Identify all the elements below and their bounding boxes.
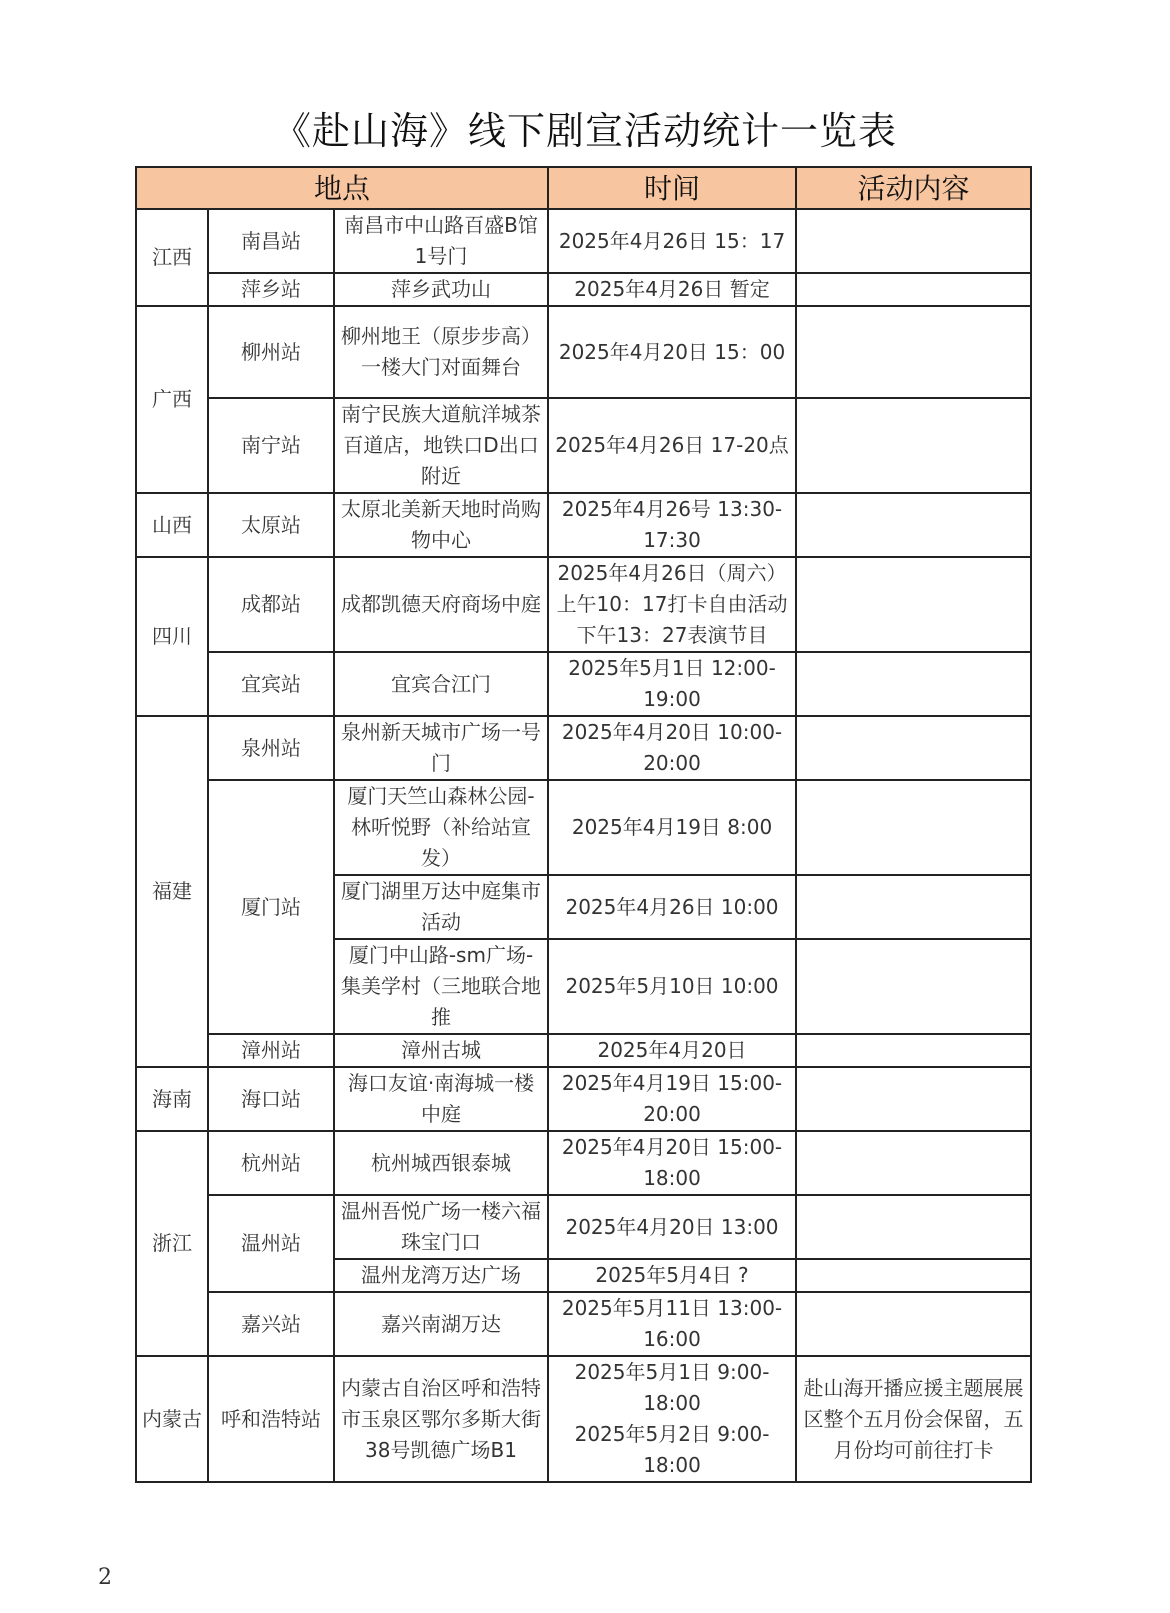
- time-cell: 2025年4月26日 17-20点: [548, 398, 796, 493]
- venue-cell: 南宁民族大道航洋城茶百道店，地铁口D出口附近: [334, 398, 548, 493]
- station-cell: 泉州站: [208, 716, 334, 780]
- venue-cell: 嘉兴南湖万达: [334, 1292, 548, 1356]
- province-cell: 四川: [136, 557, 208, 716]
- content-cell: [796, 557, 1031, 652]
- content-cell: [796, 875, 1031, 939]
- venue-cell: 漳州古城: [334, 1034, 548, 1067]
- table-row: [136, 1034, 1031, 1067]
- table-row: [136, 652, 1031, 716]
- venue-cell: 杭州城西银泰城: [334, 1131, 548, 1195]
- province-cell: 浙江: [136, 1131, 208, 1356]
- station-cell: 漳州站: [208, 1034, 334, 1067]
- table-row: [136, 780, 1031, 875]
- time-cell: 2025年4月26日 15：17: [548, 209, 796, 273]
- header-row: [136, 167, 1031, 209]
- station-cell: 南宁站: [208, 398, 334, 493]
- time-cell: 2025年4月19日 8:00: [548, 780, 796, 875]
- content-cell: [796, 939, 1031, 1034]
- venue-cell: 泉州新天城市广场一号门: [334, 716, 548, 780]
- content-cell: [796, 209, 1031, 273]
- time-cell: 2025年4月26日 暂定: [548, 273, 796, 306]
- content-cell: [796, 493, 1031, 557]
- time-cell: 2025年5月1日 9:00-18:00 2025年5月2日 9:00-18:00: [548, 1356, 796, 1482]
- header-content: 活动内容: [796, 167, 1031, 209]
- content-cell: [796, 652, 1031, 716]
- station-cell: 温州站: [208, 1195, 334, 1292]
- station-cell: 厦门站: [208, 780, 334, 1034]
- venue-cell: 内蒙古自治区呼和浩特市玉泉区鄂尔多斯大街38号凯德广场B1: [334, 1356, 548, 1482]
- table-row: [136, 1292, 1031, 1356]
- venue-cell: 萍乡武功山: [334, 273, 548, 306]
- venue-cell: 温州吾悦广场一楼六福珠宝门口: [334, 1195, 548, 1259]
- venue-cell: 厦门湖里万达中庭集市活动: [334, 875, 548, 939]
- station-cell: 宜宾站: [208, 652, 334, 716]
- header-time: 时间: [548, 167, 796, 209]
- content-cell: [796, 1259, 1031, 1292]
- page-number: 2: [98, 1565, 112, 1590]
- table-row: [136, 398, 1031, 493]
- time-cell: 2025年4月20日 15：00: [548, 306, 796, 398]
- time-cell: 2025年4月20日: [548, 1034, 796, 1067]
- table-row: [136, 1195, 1031, 1259]
- time-cell: 2025年5月4日 ?: [548, 1259, 796, 1292]
- table-row: [136, 306, 1031, 398]
- activity-table: [135, 166, 1032, 1483]
- station-cell: 南昌站: [208, 209, 334, 273]
- time-cell: 2025年4月19日 15:00-20:00: [548, 1067, 796, 1131]
- time-cell: 2025年4月20日 10:00-20:00: [548, 716, 796, 780]
- venue-cell: 太原北美新天地时尚购物中心: [334, 493, 548, 557]
- time-cell: 2025年4月26日（周六） 上午10：17打卡自由活动 下午13：27表演节目: [548, 557, 796, 652]
- header-location: 地点: [136, 167, 548, 209]
- province-cell: 广西: [136, 306, 208, 493]
- province-cell: 海南: [136, 1067, 208, 1131]
- table-row: [136, 1356, 1031, 1482]
- venue-cell: 厦门天竺山森林公园-林听悦野（补给站宣发）: [334, 780, 548, 875]
- time-cell: 2025年4月26日 10:00: [548, 875, 796, 939]
- station-cell: 萍乡站: [208, 273, 334, 306]
- station-cell: 嘉兴站: [208, 1292, 334, 1356]
- province-cell: 山西: [136, 493, 208, 557]
- province-cell: 内蒙古: [136, 1356, 208, 1482]
- venue-cell: 厦门中山路-sm广场-集美学村（三地联合地推: [334, 939, 548, 1034]
- content-cell: [796, 780, 1031, 875]
- table-row: [136, 273, 1031, 306]
- table-row: [136, 1067, 1031, 1131]
- venue-cell: 柳州地王（原步步高）一楼大门对面舞台: [334, 306, 548, 398]
- station-cell: 海口站: [208, 1067, 334, 1131]
- table-row: [136, 716, 1031, 780]
- station-cell: 呼和浩特站: [208, 1356, 334, 1482]
- venue-cell: 成都凯德天府商场中庭: [334, 557, 548, 652]
- content-cell: [796, 273, 1031, 306]
- time-cell: 2025年5月1日 12:00-19:00: [548, 652, 796, 716]
- province-cell: 江西: [136, 209, 208, 306]
- time-cell: 2025年4月20日 13:00: [548, 1195, 796, 1259]
- content-cell: [796, 398, 1031, 493]
- page-title: 《赴山海》线下剧宣活动统计一览表: [272, 109, 897, 153]
- time-cell: 2025年5月10日 10:00: [548, 939, 796, 1034]
- content-cell: [796, 306, 1031, 398]
- time-cell: 2025年4月20日 15:00-18:00: [548, 1131, 796, 1195]
- content-cell: [796, 1292, 1031, 1356]
- content-cell: [796, 1131, 1031, 1195]
- venue-cell: 宜宾合江门: [334, 652, 548, 716]
- content-cell: [796, 716, 1031, 780]
- content-cell: [796, 1034, 1031, 1067]
- time-cell: 2025年4月26号 13:30-17:30: [548, 493, 796, 557]
- table-row: [136, 1131, 1031, 1195]
- station-cell: 太原站: [208, 493, 334, 557]
- table-row: [136, 493, 1031, 557]
- station-cell: 杭州站: [208, 1131, 334, 1195]
- venue-cell: 温州龙湾万达广场: [334, 1259, 548, 1292]
- content-cell: 赴山海开播应援主题展展区整个五月份会保留，五月份均可前往打卡: [796, 1356, 1031, 1482]
- time-cell: 2025年5月11日 13:00-16:00: [548, 1292, 796, 1356]
- venue-cell: 南昌市中山路百盛B馆1号门: [334, 209, 548, 273]
- venue-cell: 海口友谊·南海城一楼中庭: [334, 1067, 548, 1131]
- station-cell: 成都站: [208, 557, 334, 652]
- table-row: [136, 557, 1031, 652]
- station-cell: 柳州站: [208, 306, 334, 398]
- table-row: [136, 209, 1031, 273]
- content-cell: [796, 1067, 1031, 1131]
- content-cell: [796, 1195, 1031, 1259]
- province-cell: 福建: [136, 716, 208, 1067]
